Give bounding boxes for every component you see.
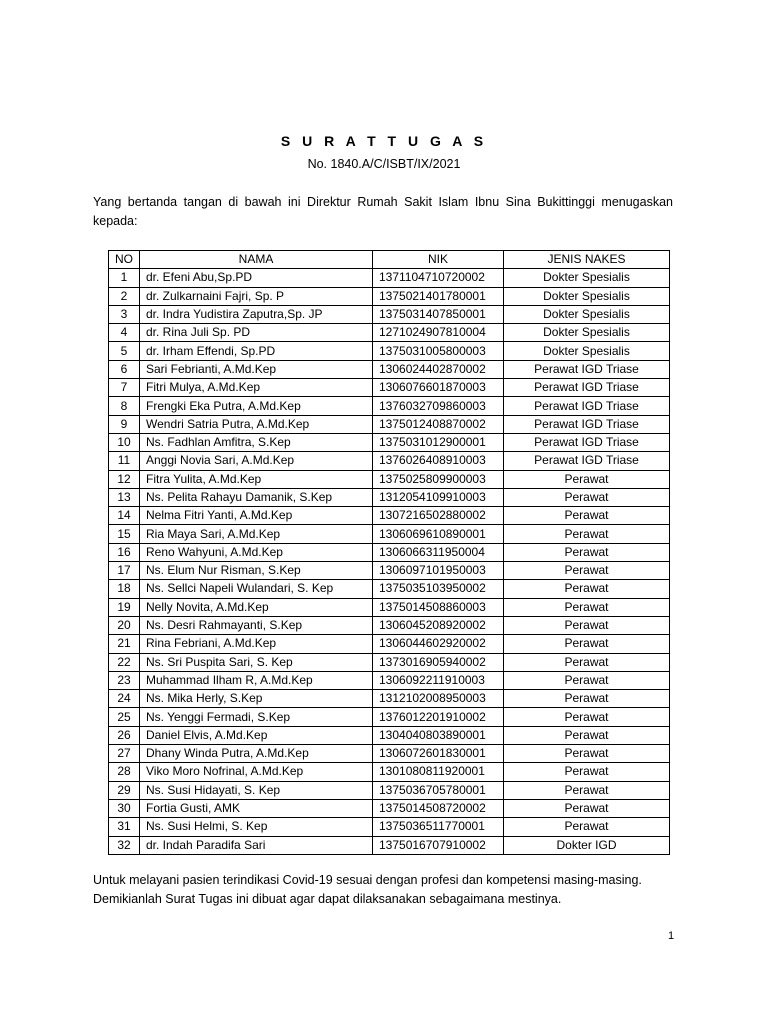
cell-name: dr. Indra Yudistira Zaputra,Sp. JP <box>140 305 373 323</box>
table-row <box>109 397 670 415</box>
cell-name: Ns. Yenggi Fermadi, S.Kep <box>140 708 373 726</box>
cell-nik: 1301080811920001 <box>373 763 504 781</box>
cell-name: Ns. Mika Herly, S.Kep <box>140 690 373 708</box>
cell-name: Nelly Novita, A.Md.Kep <box>140 598 373 616</box>
table-row <box>109 305 670 323</box>
header-name: NAMA <box>140 251 373 269</box>
table-row <box>109 616 670 634</box>
cell-no: 16 <box>109 543 140 561</box>
cell-no: 9 <box>109 415 140 433</box>
cell-nik: 1375021401780001 <box>373 287 504 305</box>
table-row <box>109 488 670 506</box>
cell-nik: 1375036705780001 <box>373 781 504 799</box>
cell-type: Perawat <box>504 708 670 726</box>
cell-type: Perawat <box>504 543 670 561</box>
cell-nik: 1376012201910002 <box>373 708 504 726</box>
cell-type: Dokter Spesialis <box>504 342 670 360</box>
cell-no: 11 <box>109 452 140 470</box>
cell-type: Perawat <box>504 507 670 525</box>
cell-name: Frengki Eka Putra, A.Md.Kep <box>140 397 373 415</box>
cell-type: Dokter Spesialis <box>504 305 670 323</box>
cell-name: Ns. Susi Helmi, S. Kep <box>140 818 373 836</box>
cell-no: 6 <box>109 360 140 378</box>
header-nik: NIK <box>373 251 504 269</box>
table-row <box>109 543 670 561</box>
cell-type: Perawat <box>504 690 670 708</box>
table-row <box>109 452 670 470</box>
table-row <box>109 726 670 744</box>
cell-no: 4 <box>109 324 140 342</box>
cell-name: Ns. Fadhlan Amfitra, S.Kep <box>140 433 373 451</box>
table-row <box>109 818 670 836</box>
cell-name: Ria Maya Sari, A.Md.Kep <box>140 525 373 543</box>
cell-nik: 1306076601870003 <box>373 379 504 397</box>
cell-type: Perawat IGD Triase <box>504 379 670 397</box>
cell-type: Perawat <box>504 598 670 616</box>
cell-nik: 1376026408910003 <box>373 452 504 470</box>
cell-type: Perawat IGD Triase <box>504 433 670 451</box>
header-type: JENIS NAKES <box>504 251 670 269</box>
cell-name: Reno Wahyuni, A.Md.Kep <box>140 543 373 561</box>
cell-no: 3 <box>109 305 140 323</box>
cell-nik: 1375014508720002 <box>373 799 504 817</box>
cell-nik: 1306044602920002 <box>373 635 504 653</box>
table-body <box>109 269 670 855</box>
cell-nik: 1375012408870002 <box>373 415 504 433</box>
cell-type: Perawat <box>504 818 670 836</box>
cell-no: 19 <box>109 598 140 616</box>
cell-no: 28 <box>109 763 140 781</box>
cell-type: Perawat <box>504 562 670 580</box>
table-row <box>109 635 670 653</box>
cell-no: 2 <box>109 287 140 305</box>
cell-type: Perawat <box>504 763 670 781</box>
cell-type: Perawat <box>504 470 670 488</box>
cell-nik: 1371104710720002 <box>373 269 504 287</box>
cell-type: Perawat IGD Triase <box>504 452 670 470</box>
cell-nik: 1373016905940002 <box>373 653 504 671</box>
cell-name: Fitri Mulya, A.Md.Kep <box>140 379 373 397</box>
cell-nik: 1375035103950002 <box>373 580 504 598</box>
cell-no: 7 <box>109 379 140 397</box>
table-row <box>109 415 670 433</box>
cell-nik: 1312102008950003 <box>373 690 504 708</box>
table-row <box>109 562 670 580</box>
table-header-row <box>109 251 670 269</box>
closing-line-1: Untuk melayani pasien terindikasi Covid-19 sesuai dengan profesi dan kompetensi masing-masing. <box>93 873 642 887</box>
cell-no: 15 <box>109 525 140 543</box>
table-row <box>109 360 670 378</box>
cell-no: 14 <box>109 507 140 525</box>
cell-no: 25 <box>109 708 140 726</box>
table-row <box>109 324 670 342</box>
table-row <box>109 342 670 360</box>
table-row <box>109 836 670 854</box>
cell-type: Dokter Spesialis <box>504 269 670 287</box>
cell-no: 20 <box>109 616 140 634</box>
table-row <box>109 598 670 616</box>
cell-no: 32 <box>109 836 140 854</box>
table-row <box>109 763 670 781</box>
cell-nik: 1375025809900003 <box>373 470 504 488</box>
cell-name: Wendri Satria Putra, A.Md.Kep <box>140 415 373 433</box>
cell-nik: 1271024907810004 <box>373 324 504 342</box>
cell-no: 26 <box>109 726 140 744</box>
cell-name: dr. Indah Paradifa Sari <box>140 836 373 854</box>
closing-line-2: Demikianlah Surat Tugas ini dibuat agar dapat dilaksanakan sebagaimana mestinya. <box>93 892 562 906</box>
table-row <box>109 708 670 726</box>
cell-name: Ns. Sri Puspita Sari, S. Kep <box>140 653 373 671</box>
cell-type: Perawat IGD Triase <box>504 415 670 433</box>
cell-name: dr. Rina Juli Sp. PD <box>140 324 373 342</box>
cell-no: 23 <box>109 671 140 689</box>
cell-type: Perawat <box>504 525 670 543</box>
cell-nik: 1312054109910003 <box>373 488 504 506</box>
table-row <box>109 507 670 525</box>
cell-type: Perawat <box>504 580 670 598</box>
cell-no: 5 <box>109 342 140 360</box>
cell-no: 13 <box>109 488 140 506</box>
table-row <box>109 799 670 817</box>
cell-nik: 1306072601830001 <box>373 745 504 763</box>
cell-name: Viko Moro Nofrinal, A.Md.Kep <box>140 763 373 781</box>
cell-name: Fortia Gusti, AMK <box>140 799 373 817</box>
cell-name: Ns. Desri Rahmayanti, S.Kep <box>140 616 373 634</box>
cell-name: Nelma Fitri Yanti, A.Md.Kep <box>140 507 373 525</box>
cell-type: Perawat <box>504 799 670 817</box>
cell-nik: 1304040803890001 <box>373 726 504 744</box>
cell-no: 17 <box>109 562 140 580</box>
cell-no: 30 <box>109 799 140 817</box>
table-row <box>109 269 670 287</box>
table-row <box>109 745 670 763</box>
document-number: No. 1840.A/C/ISBT/IX/2021 <box>307 157 461 171</box>
page-number: 1 <box>668 930 675 942</box>
cell-nik: 1376032709860003 <box>373 397 504 415</box>
cell-no: 8 <box>109 397 140 415</box>
cell-no: 10 <box>109 433 140 451</box>
cell-nik: 1306024402870002 <box>373 360 504 378</box>
cell-name: Dhany Winda Putra, A.Md.Kep <box>140 745 373 763</box>
cell-type: Perawat <box>504 745 670 763</box>
table-row <box>109 287 670 305</box>
header-no: NO <box>109 251 140 269</box>
cell-no: 27 <box>109 745 140 763</box>
cell-nik: 1375036511770001 <box>373 818 504 836</box>
cell-name: Ns. Elum Nur Risman, S.Kep <box>140 562 373 580</box>
cell-no: 31 <box>109 818 140 836</box>
cell-type: Dokter Spesialis <box>504 324 670 342</box>
cell-name: Daniel Elvis, A.Md.Kep <box>140 726 373 744</box>
cell-name: Ns. Sellci Napeli Wulandari, S. Kep <box>140 580 373 598</box>
cell-type: Perawat IGD Triase <box>504 360 670 378</box>
intro-paragraph: Yang bertanda tangan di bawah ini Direktur Rumah Sakit Islam Ibnu Sina Bukittinggi menugaskan kepada: <box>93 195 673 228</box>
cell-nik: 1306092211910003 <box>373 671 504 689</box>
cell-nik: 1306097101950003 <box>373 562 504 580</box>
table-row <box>109 781 670 799</box>
cell-no: 22 <box>109 653 140 671</box>
table-row <box>109 470 670 488</box>
cell-name: Muhammad Ilham R, A.Md.Kep <box>140 671 373 689</box>
cell-no: 18 <box>109 580 140 598</box>
cell-type: Perawat <box>504 781 670 799</box>
cell-nik: 1375031005800003 <box>373 342 504 360</box>
table-row <box>109 433 670 451</box>
cell-name: Fitra Yulita, A.Md.Kep <box>140 470 373 488</box>
cell-type: Perawat <box>504 635 670 653</box>
document-title: S U R A T T U G A S <box>280 133 488 149</box>
cell-no: 29 <box>109 781 140 799</box>
cell-name: dr. Irham Effendi, Sp.PD <box>140 342 373 360</box>
table-row <box>109 379 670 397</box>
closing-text <box>93 871 693 909</box>
cell-name: Anggi Novia Sari, A.Md.Kep <box>140 452 373 470</box>
cell-nik: 1306045208920002 <box>373 616 504 634</box>
cell-nik: 1375031407850001 <box>373 305 504 323</box>
cell-no: 1 <box>109 269 140 287</box>
cell-type: Perawat <box>504 671 670 689</box>
cell-no: 12 <box>109 470 140 488</box>
cell-nik: 1306066311950004 <box>373 543 504 561</box>
cell-type: Perawat <box>504 726 670 744</box>
cell-name: Rina Febriani, A.Md.Kep <box>140 635 373 653</box>
cell-type: Dokter IGD <box>504 836 670 854</box>
cell-no: 24 <box>109 690 140 708</box>
table-row <box>109 653 670 671</box>
cell-name: Ns. Pelita Rahayu Damanik, S.Kep <box>140 488 373 506</box>
cell-nik: 1307216502880002 <box>373 507 504 525</box>
cell-type: Dokter Spesialis <box>504 287 670 305</box>
staff-table <box>108 250 670 855</box>
cell-no: 21 <box>109 635 140 653</box>
cell-nik: 1375014508860003 <box>373 598 504 616</box>
cell-nik: 1306069610890001 <box>373 525 504 543</box>
cell-name: dr. Zulkarnaini Fajri, Sp. P <box>140 287 373 305</box>
table-row <box>109 580 670 598</box>
cell-type: Perawat <box>504 653 670 671</box>
table-row <box>109 525 670 543</box>
cell-nik: 1375016707910002 <box>373 836 504 854</box>
table-row <box>109 671 670 689</box>
table-row <box>109 690 670 708</box>
cell-name: Sari Febrianti, A.Md.Kep <box>140 360 373 378</box>
cell-name: dr. Efeni Abu,Sp.PD <box>140 269 373 287</box>
cell-type: Perawat IGD Triase <box>504 397 670 415</box>
cell-name: Ns. Susi Hidayati, S. Kep <box>140 781 373 799</box>
cell-type: Perawat <box>504 616 670 634</box>
cell-type: Perawat <box>504 488 670 506</box>
cell-nik: 1375031012900001 <box>373 433 504 451</box>
